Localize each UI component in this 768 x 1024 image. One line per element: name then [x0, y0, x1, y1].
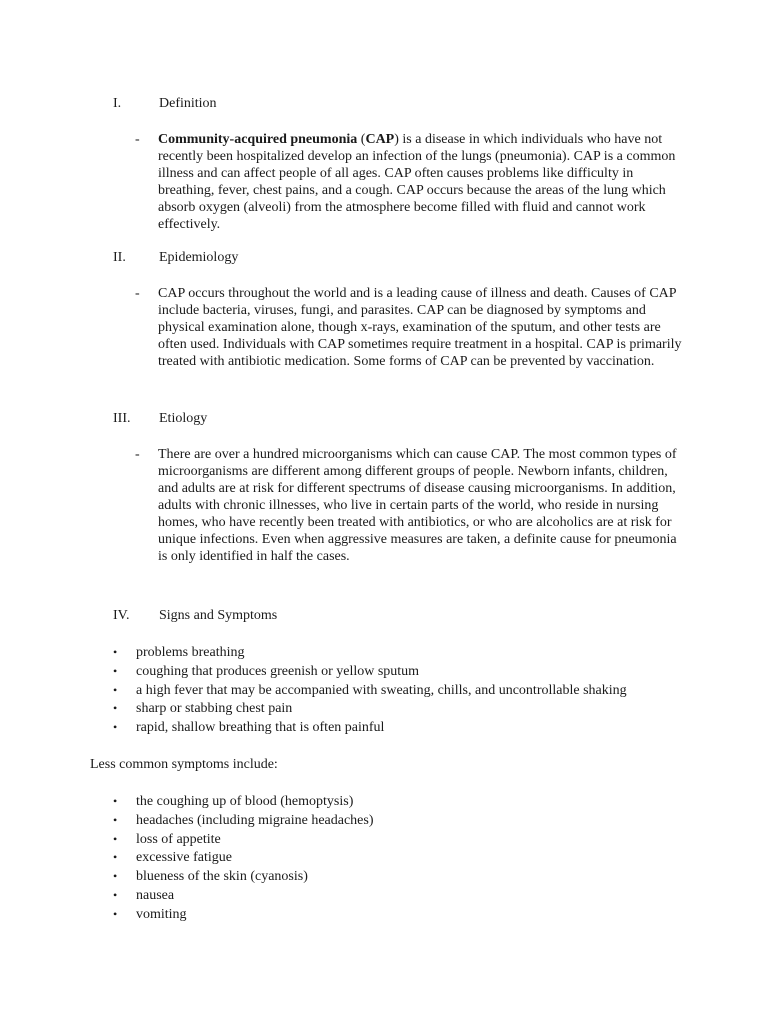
- section-numeral: IV.: [113, 608, 130, 623]
- list-item-text: a high fever that may be accompanied with sweating, chills, and uncontrollable shaking: [136, 682, 627, 698]
- list-item-text: excessive fatigue: [136, 850, 233, 866]
- abbr-bold: CAP: [365, 132, 395, 147]
- paragraph-text: There are over a hundred microorganisms which can cause CAP. The most common types of microorganisms are different among different groups of people. Newborn infants, children, and adults are at risk for different spectrums of disease causing microorganisms. In addition, adults with chronic illnesses, who live in certain parts of the world, who reside in nursing homes, who have recently been treated with antibiotics, or who are alcoholics are at risk for unique infections. Even when aggressive measures are taken, a definite cause for pneumonia is only identified in half the cases.: [158, 447, 677, 564]
- list-item-text: rapid, shallow breathing that is often painful: [136, 720, 385, 736]
- list-item: [0, 906, 768, 925]
- bullet-marker: •: [113, 887, 118, 902]
- list-item-text: problems breathing: [136, 645, 245, 660]
- list-item-text: vomiting: [136, 906, 187, 922]
- list-item-text: the coughing up of blood (hemoptysis): [136, 794, 354, 809]
- bullet-marker: •: [113, 682, 118, 697]
- section-numeral: I.: [113, 96, 122, 111]
- paren-open: (: [357, 132, 366, 147]
- list-item-text: coughing that produces greenish or yellow sputum: [136, 663, 420, 679]
- list-item: [0, 831, 768, 850]
- term-bold: Community-acquired pneumonia: [158, 132, 358, 147]
- bullet-marker: •: [113, 906, 118, 921]
- list-item: [0, 793, 768, 812]
- list-item: [0, 868, 768, 887]
- section-title: Definition: [159, 96, 217, 111]
- list-item: [0, 887, 768, 906]
- list-item: [0, 812, 768, 831]
- paragraph-text: CAP occurs throughout the world and is a leading cause of illness and death. Causes of CAP include bacteria, viruses, fungi, and parasites. CAP can be diagnosed by symptoms and physical examination alone, though x-rays, examination of the sputum, and other tests are often used. Individuals with CAP sometimes require treatment in a hospital. CAP is primarily treated with antibiotic medication. Some forms of CAP can be prevented by vaccination.: [158, 286, 682, 369]
- dash-marker: -: [135, 447, 140, 462]
- list-item: [0, 700, 768, 719]
- section-title: Etiology: [159, 411, 208, 426]
- section-heading: [0, 95, 768, 113]
- section-heading: [0, 607, 768, 625]
- list-item-text: sharp or stabbing chest pain: [136, 701, 293, 717]
- section-numeral: III.: [113, 411, 131, 426]
- section-signs-symptoms: [0, 607, 768, 625]
- list-item: [0, 663, 768, 682]
- bullet-marker: •: [113, 701, 118, 716]
- section-etiology: [0, 410, 768, 564]
- bullet-marker: •: [113, 794, 118, 808]
- list-item: [0, 682, 768, 701]
- section-definition: [0, 95, 768, 232]
- bullet-marker: •: [113, 812, 118, 827]
- bullet-marker: •: [113, 869, 118, 884]
- section-title: Signs and Symptoms: [159, 608, 278, 623]
- section-title: Epidemiology: [159, 250, 239, 265]
- section-heading: [0, 249, 768, 267]
- less-common-symptoms-list: [0, 793, 768, 925]
- dash-marker: -: [135, 132, 140, 147]
- list-item-text: nausea: [136, 887, 175, 903]
- symptoms-list: [0, 644, 768, 738]
- list-item: [0, 849, 768, 868]
- bullet-marker: •: [113, 850, 118, 865]
- list-item-text: blueness of the skin (cyanosis): [136, 869, 308, 885]
- section-epidemiology: [0, 249, 768, 369]
- paragraph-rest: ) is a disease in which individuals who have not recently been hospitalized develop an infection of the lungs (pneumonia). CAP is a common illness and can affect people of all ages. CAP often causes problems like difficulty in breathing, fever, chest pains, and a cough. CAP occurs because the areas of the lung which absorb oxygen (alveoli) from the atmosphere become filled with fluid and cannot work effectively.: [158, 132, 676, 232]
- bullet-marker: •: [113, 720, 118, 735]
- dash-marker: -: [135, 286, 140, 301]
- list-item-text: headaches (including migraine headaches): [136, 812, 374, 828]
- section-heading: [0, 410, 768, 428]
- less-common-intro: Less common symptoms include:: [90, 757, 278, 772]
- section-numeral: II.: [113, 250, 126, 265]
- bullet-marker: •: [113, 831, 118, 846]
- bullet-marker: •: [113, 645, 118, 659]
- paragraph-text: [158, 131, 686, 233]
- bullet-marker: •: [113, 663, 118, 678]
- list-item-text: loss of appetite: [136, 831, 221, 847]
- list-item: [0, 719, 768, 738]
- list-item: [0, 644, 768, 663]
